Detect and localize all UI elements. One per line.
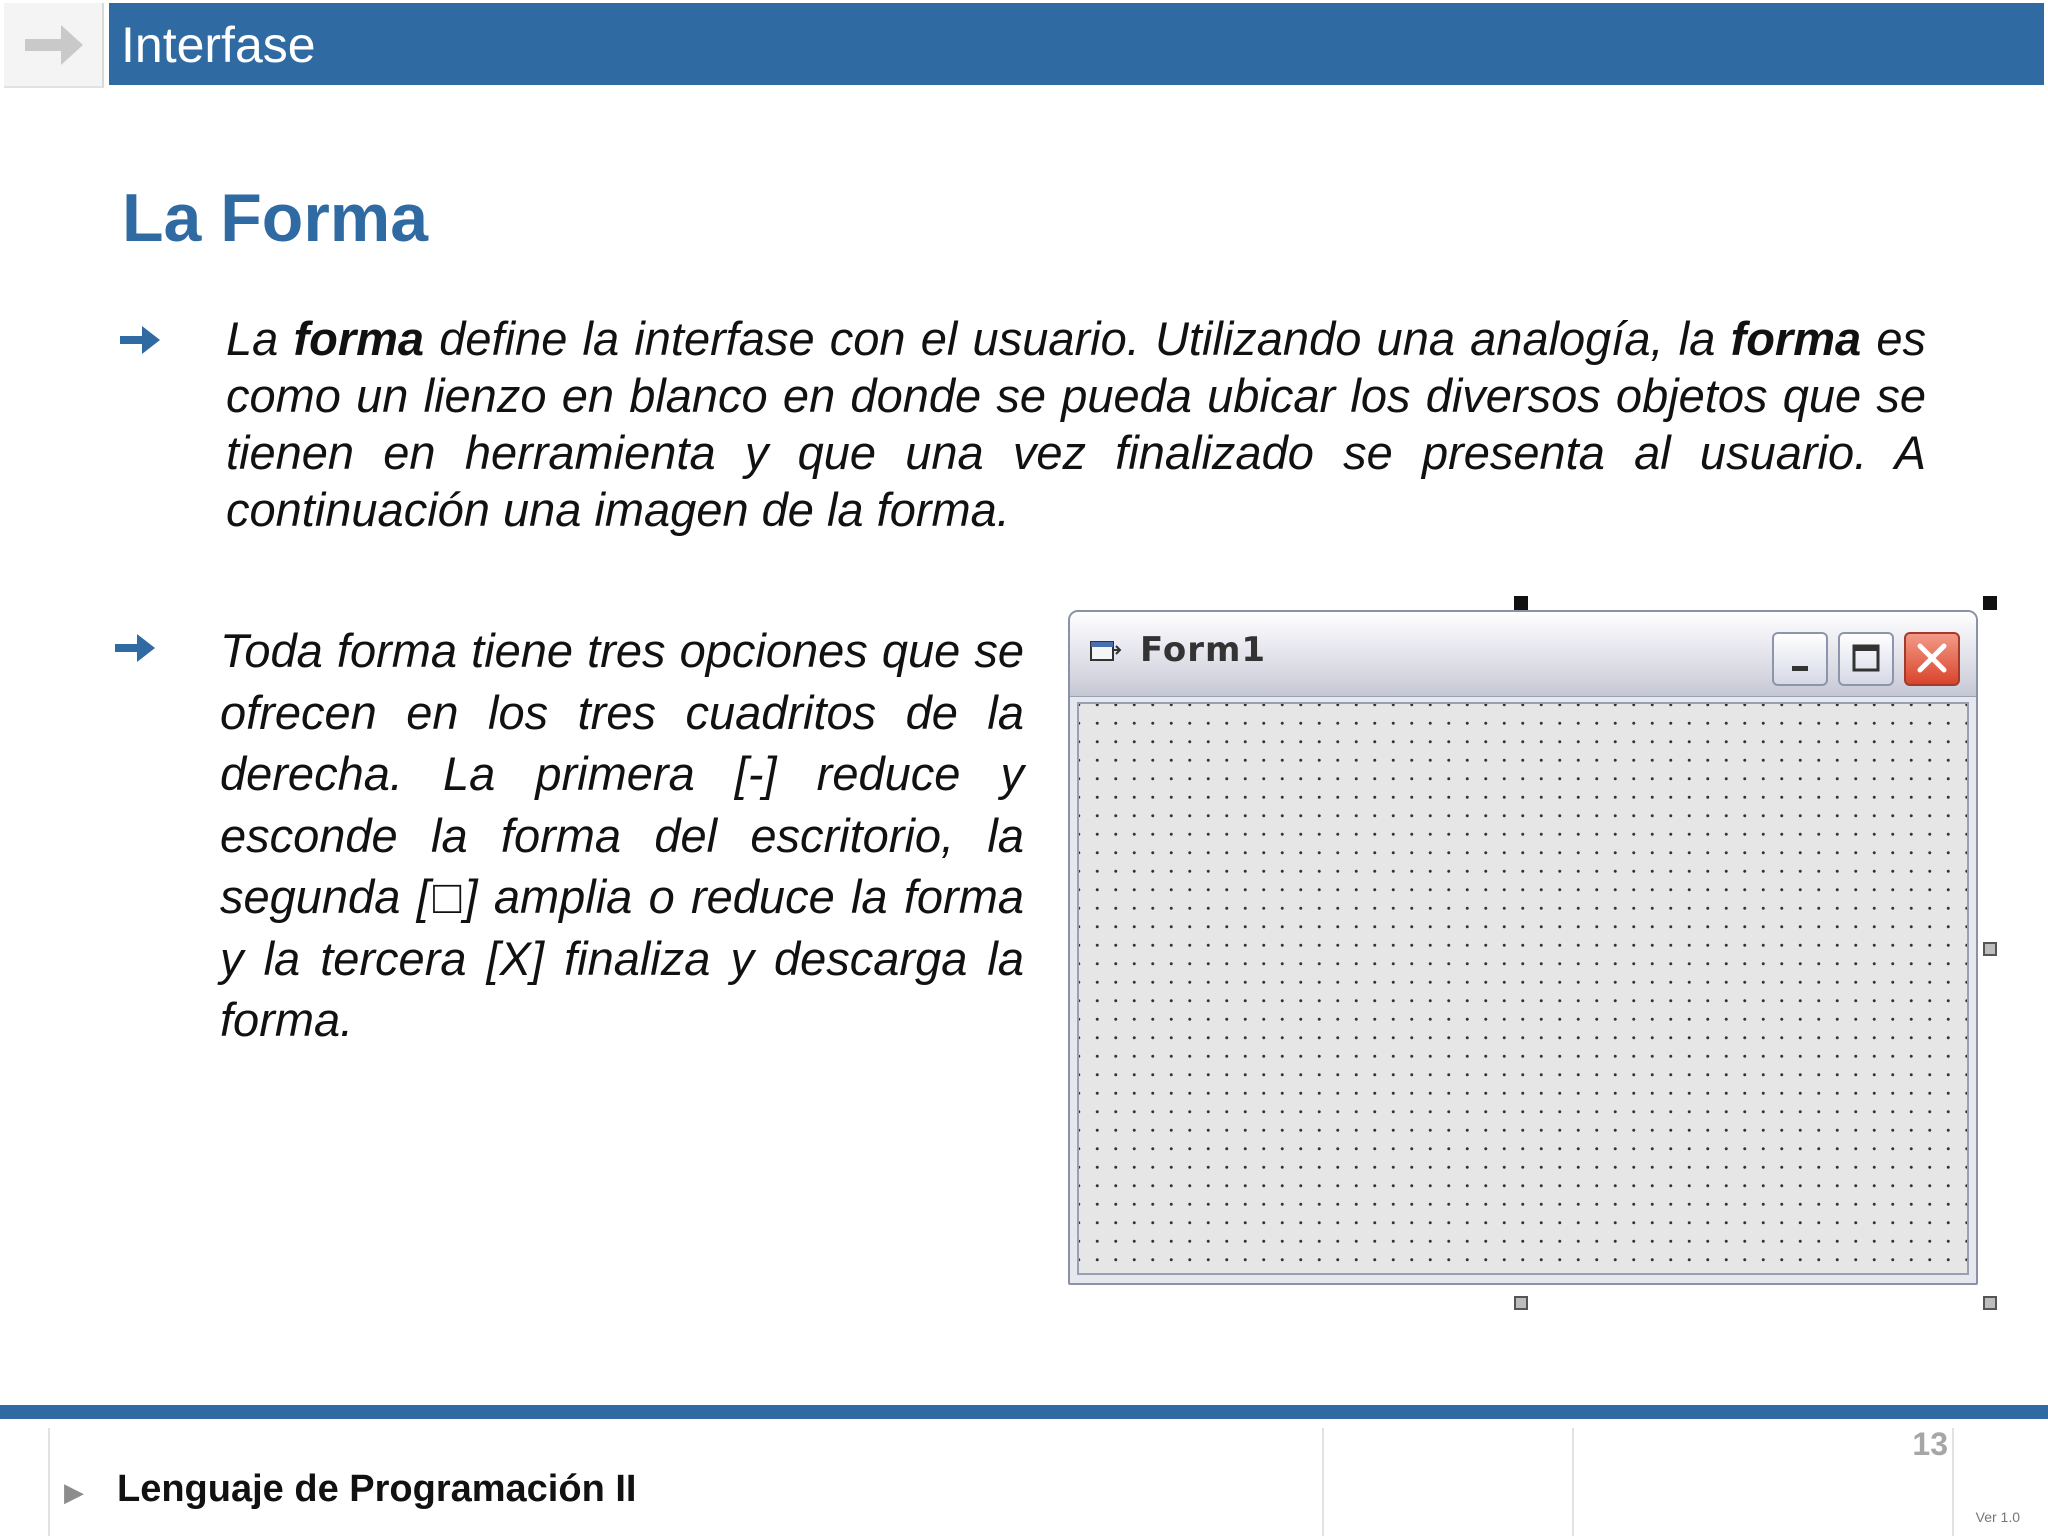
minimize-button[interactable] [1772,632,1828,686]
close-button[interactable] [1904,632,1960,686]
footer-bar [0,1405,2048,1419]
paragraph-intro-text-3: es como un lienzo en blanco en donde se pueda ubicar los diversos objetos que se tienen en herramienta y que una vez finalizado se presenta al usuario. A continuación una imagen de la forma. [226,312,1926,536]
footer-divider [48,1428,50,1536]
footer-divider [1322,1428,1324,1536]
paragraph-intro-text-1: La [226,312,294,365]
header-nav-box [4,3,104,88]
minimize-icon [1774,634,1826,684]
form1-title: Form1 [1140,630,1267,670]
paragraph-intro-text-2: define la interfase con el usuario. Utilizando una analogía, la [424,312,1731,365]
resize-handle-bottom-right [1983,1296,1997,1310]
form-icon [1088,636,1122,666]
paragraph-intro-bold-2: forma [1730,312,1862,365]
resize-handle-top [1514,596,1528,610]
footer-course-name: Lenguaje de Programación II [117,1468,637,1510]
close-icon [1906,634,1958,684]
maximize-button[interactable] [1838,632,1894,686]
footer-divider [1952,1428,1954,1536]
resize-handle-right [1983,942,1997,956]
arrow-bullet-icon [113,630,157,666]
form1-titlebar [1070,612,1976,697]
arrow-right-icon [21,17,85,73]
paragraph-intro-bold-1: forma [293,312,425,365]
paragraph-options: Toda forma tiene tres opciones que se ofrecen en los tres cuadritos de la derecha. La primera [-] reduce y esconde la forma del escritorio, la segunda [□] amplia o reduce la forma y la tercera [X] finaliza y descarga la forma. [220,624,1024,1046]
footer-divider [1572,1428,1574,1536]
header-bar [109,3,2044,85]
page-number: 13 [1912,1426,1948,1462]
maximize-icon [1840,634,1892,684]
play-triangle-icon: ▶ [64,1477,84,1507]
paragraph-intro [226,310,1926,538]
arrow-bullet-icon [118,322,162,358]
resize-handle-top-right [1983,596,1997,610]
resize-handle-bottom [1514,1296,1528,1310]
form1-window [1068,610,1978,1285]
version-label: Ver 1.0 [1975,1509,2020,1525]
header-title: Interfase [121,17,316,73]
slide-title: La Forma [122,180,429,256]
form-window-figure [1060,590,2000,1310]
form1-design-grid [1077,702,1969,1275]
